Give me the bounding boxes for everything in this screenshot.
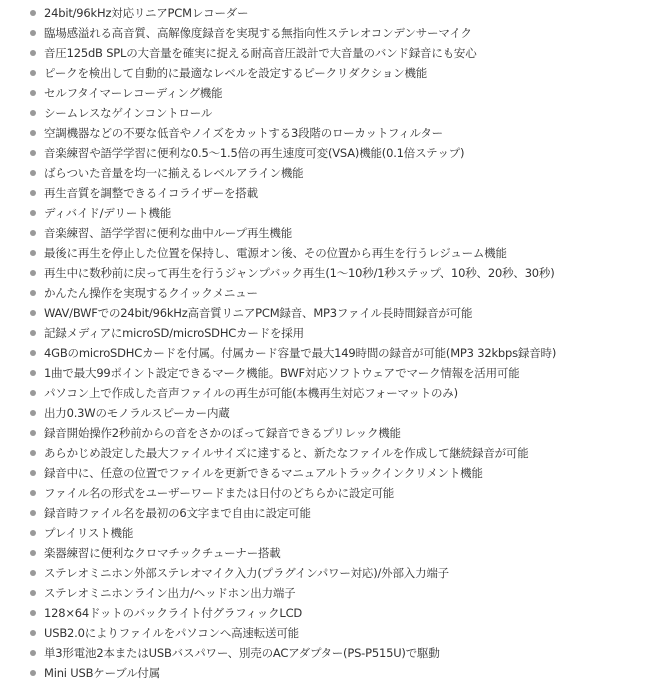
feature-text: 空調機器などの不要な低音やノイズをカットする3段階のローカットフィルター xyxy=(44,126,443,140)
feature-item xyxy=(0,443,671,463)
bullet-icon xyxy=(30,210,36,216)
feature-item xyxy=(0,383,671,403)
feature-item xyxy=(0,643,671,663)
feature-item xyxy=(0,423,671,443)
feature-item xyxy=(0,503,671,523)
feature-item xyxy=(0,243,671,263)
feature-item xyxy=(0,123,671,143)
bullet-icon xyxy=(30,230,36,236)
bullet-icon xyxy=(30,170,36,176)
feature-item xyxy=(0,163,671,183)
feature-text: かんたん操作を実現するクイックメニュー xyxy=(44,286,258,300)
feature-text: ファイル名の形式をユーザーワードまたは日付のどちらかに設定可能 xyxy=(44,486,395,500)
bullet-icon xyxy=(30,190,36,196)
feature-text: プレイリスト機能 xyxy=(44,526,134,540)
feature-item xyxy=(0,523,671,543)
bullet-icon xyxy=(30,530,36,536)
bullet-icon xyxy=(30,30,36,36)
feature-text: 音圧125dB SPLの大音量を確実に捉える耐高音圧設計で大音量のバンド録音にも安心 xyxy=(44,46,477,60)
feature-text: 音楽練習、語学学習に便利な曲中ループ再生機能 xyxy=(44,226,293,240)
feature-item xyxy=(0,223,671,243)
feature-item xyxy=(0,323,671,343)
feature-text: 128×64ドットのバックライト付グラフィックLCD xyxy=(44,606,303,620)
feature-item xyxy=(0,623,671,643)
bullet-icon xyxy=(30,450,36,456)
feature-item xyxy=(0,463,671,483)
bullet-icon xyxy=(30,50,36,56)
bullet-icon xyxy=(30,670,36,676)
bullet-icon xyxy=(30,490,36,496)
bullet-icon xyxy=(30,150,36,156)
feature-text: 4GBのmicroSDHCカードを付属。付属カード容量で最大149時間の録音が可能(MP3 32kbps録音時) xyxy=(44,346,557,360)
bullet-icon xyxy=(30,410,36,416)
bullet-icon xyxy=(30,70,36,76)
feature-item xyxy=(0,403,671,423)
feature-item xyxy=(0,203,671,223)
feature-text: 音楽練習や語学学習に便利な0.5～1.5倍の再生速度可変(VSA)機能(0.1倍ステップ) xyxy=(44,146,465,160)
bullet-icon xyxy=(30,550,36,556)
bullet-icon xyxy=(30,290,36,296)
feature-text: パソコン上で作成した音声ファイルの再生が可能(本機再生対応フォーマットのみ) xyxy=(44,386,458,400)
feature-item xyxy=(0,663,671,683)
bullet-icon xyxy=(30,430,36,436)
feature-item xyxy=(0,363,671,383)
bullet-icon xyxy=(30,470,36,476)
feature-text: 録音時ファイル名を最初の6文字まで自由に設定可能 xyxy=(44,506,311,520)
feature-text: セルフタイマーレコーディング機能 xyxy=(44,86,223,100)
feature-item xyxy=(0,83,671,103)
feature-text: 1曲で最大99ポイント設定できるマーク機能。BWF対応ソフトウェアでマーク情報を活用可能 xyxy=(44,366,520,380)
feature-text: 24bit/96kHz対応リニアPCMレコーダー xyxy=(44,6,249,20)
bullet-icon xyxy=(30,90,36,96)
bullet-icon xyxy=(30,110,36,116)
feature-item xyxy=(0,263,671,283)
feature-text: 録音開始操作2秒前からの音をさかのぼって録音できるプリレック機能 xyxy=(44,426,401,440)
feature-text: WAV/BWFでの24bit/96kHz高音質リニアPCM録音、MP3ファイル長時間録音が可能 xyxy=(44,306,473,320)
bullet-icon xyxy=(30,610,36,616)
feature-text: シームレスなゲインコントロール xyxy=(44,106,213,120)
bullet-icon xyxy=(30,510,36,516)
feature-text: ピークを検出して自動的に最適なレベルを設定するピークリダクション機能 xyxy=(44,66,428,80)
feature-text: 最後に再生を停止した位置を保持し、電源オン後、その位置から再生を行うレジューム機能 xyxy=(44,246,507,260)
feature-text: 記録メディアにmicroSD/microSDHCカードを採用 xyxy=(44,326,304,340)
feature-text: ステレオミニホン外部ステレオマイク入力(プラグインパワー対応)/外部入力端子 xyxy=(44,566,449,580)
bullet-icon xyxy=(30,250,36,256)
feature-item xyxy=(0,283,671,303)
feature-item xyxy=(0,183,671,203)
feature-item xyxy=(0,143,671,163)
bullet-icon xyxy=(30,630,36,636)
bullet-icon xyxy=(30,130,36,136)
bullet-icon xyxy=(30,390,36,396)
feature-item xyxy=(0,543,671,563)
feature-item xyxy=(0,303,671,323)
feature-text: USB2.0によりファイルをパソコンへ高速転送可能 xyxy=(44,626,299,640)
feature-item xyxy=(0,603,671,623)
bullet-icon xyxy=(30,10,36,16)
bullet-icon xyxy=(30,270,36,276)
bullet-icon xyxy=(30,590,36,596)
bullet-icon xyxy=(30,350,36,356)
feature-text: ディバイド/デリート機能 xyxy=(44,206,172,220)
feature-text: あらかじめ設定した最大ファイルサイズに達すると、新たなファイルを作成して継続録音が可能 xyxy=(44,446,529,460)
feature-text: 録音中に、任意の位置でファイルを更新できるマニュアルトラックインクリメント機能 xyxy=(44,466,483,480)
bullet-icon xyxy=(30,310,36,316)
feature-item xyxy=(0,563,671,583)
bullet-icon xyxy=(30,330,36,336)
feature-item xyxy=(0,43,671,63)
feature-item xyxy=(0,583,671,603)
bullet-icon xyxy=(30,370,36,376)
feature-text: 臨場感溢れる高音質、高解像度録音を実現する無指向性ステレオコンデンサーマイク xyxy=(44,26,472,40)
bullet-icon xyxy=(30,650,36,656)
feature-text: 単3形電池2本またはUSBバスパワー、別売のACアダプター(PS-P515U)で駆動 xyxy=(44,646,440,660)
feature-item xyxy=(0,103,671,123)
feature-list xyxy=(0,3,671,683)
feature-text: Mini USBケーブル付属 xyxy=(44,666,161,680)
feature-item xyxy=(0,343,671,363)
feature-text: 再生中に数秒前に戻って再生を行うジャンプバック再生(1～10秒/1秒ステップ、10秒、20秒、30秒) xyxy=(44,266,555,280)
feature-text: 楽器練習に便利なクロマチックチューナー搭載 xyxy=(44,546,281,560)
feature-text: 再生音質を調整できるイコライザーを搭載 xyxy=(44,186,258,200)
bullet-icon xyxy=(30,570,36,576)
feature-text: 出力0.3Wのモノラルスピーカー内蔵 xyxy=(44,406,230,420)
feature-item xyxy=(0,23,671,43)
feature-item xyxy=(0,483,671,503)
feature-text: ステレオミニホンライン出力/ヘッドホン出力端子 xyxy=(44,586,296,600)
feature-text: ばらついた音量を均一に揃えるレベルアライン機能 xyxy=(44,166,304,180)
feature-item xyxy=(0,63,671,83)
feature-item xyxy=(0,3,671,23)
